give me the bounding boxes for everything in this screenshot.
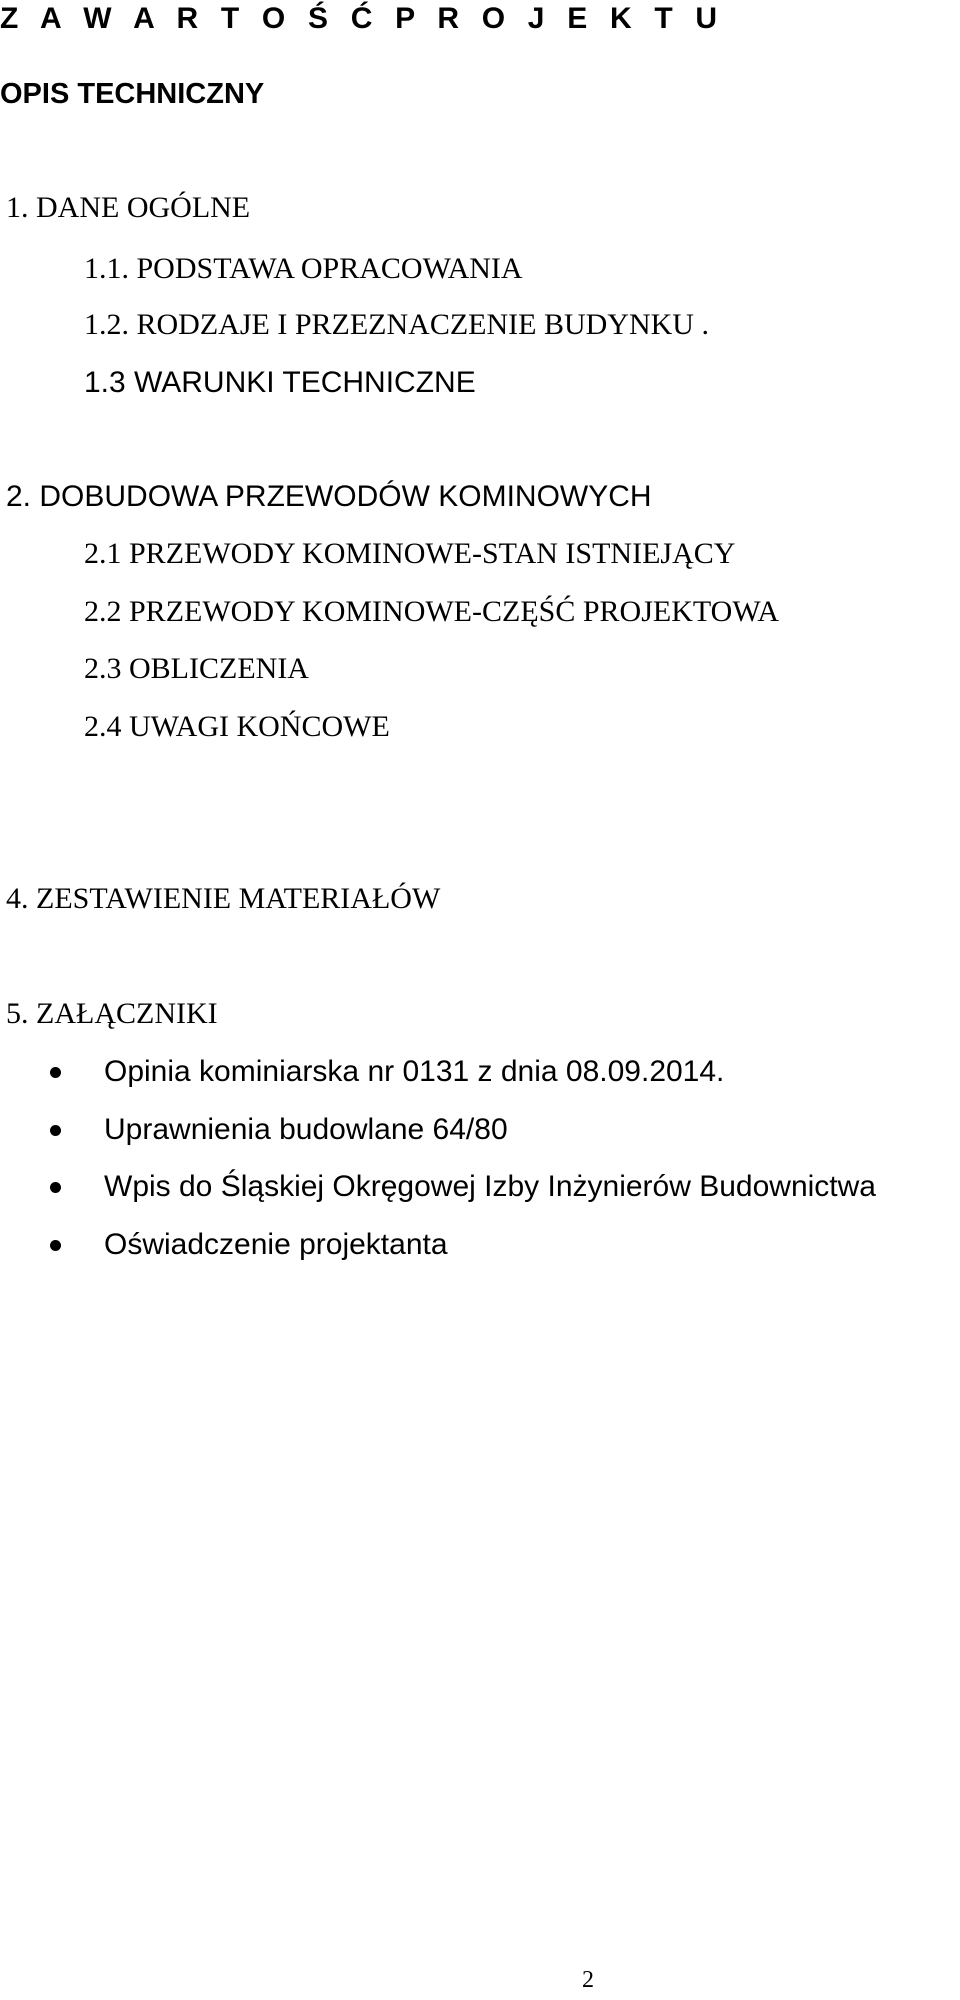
bullet-icon xyxy=(50,1125,61,1136)
toc-section-1: 1. DANE OGÓLNE xyxy=(6,191,251,224)
attachment-text: Uprawnienia budowlane 64/80 xyxy=(104,1113,508,1146)
toc-section-2-2: 2.2 PRZEWODY KOMINOWE-CZĘŚĆ PROJEKTOWA xyxy=(84,595,779,628)
toc-section-5: 5. ZAŁĄCZNIKI xyxy=(6,997,218,1030)
toc-section-2-3: 2.3 OBLICZENIA xyxy=(84,652,309,685)
toc-section-4: 4. ZESTAWIENIE MATERIAŁÓW xyxy=(6,882,441,915)
page-number: 2 xyxy=(582,1967,594,1993)
toc-section-2-4: 2.4 UWAGI KOŃCOWE xyxy=(84,710,390,743)
attachment-text: Opinia kominiarska nr 0131 z dnia 08.09.2014. xyxy=(104,1055,725,1088)
toc-section-1-2: 1.2. RODZAJE I PRZEZNACZENIE BUDYNKU . xyxy=(84,308,709,341)
attachment-text: Oświadczenie projektanta xyxy=(104,1228,448,1261)
toc-section-2-1: 2.1 PRZEWODY KOMINOWE-STAN ISTNIEJĄCY xyxy=(84,537,736,570)
toc-section-2: 2. DOBUDOWA PRZEWODÓW KOMINOWYCH xyxy=(6,480,652,513)
bullet-icon xyxy=(50,1240,61,1251)
toc-section-1-3: 1.3 WARUNKI TECHNICZNE xyxy=(84,366,476,399)
document-subheading: OPIS TECHNICZNY xyxy=(0,78,265,110)
bullet-icon xyxy=(50,1182,61,1193)
bullet-icon xyxy=(50,1067,61,1078)
attachment-text: Wpis do Śląskiej Okręgowej Izby Inżynierów Budownictwa xyxy=(104,1170,876,1203)
toc-section-1-1: 1.1. PODSTAWA OPRACOWANIA xyxy=(84,252,523,285)
document-heading: Z A W A R T O Ś Ć P R O J E K T U xyxy=(0,2,725,35)
